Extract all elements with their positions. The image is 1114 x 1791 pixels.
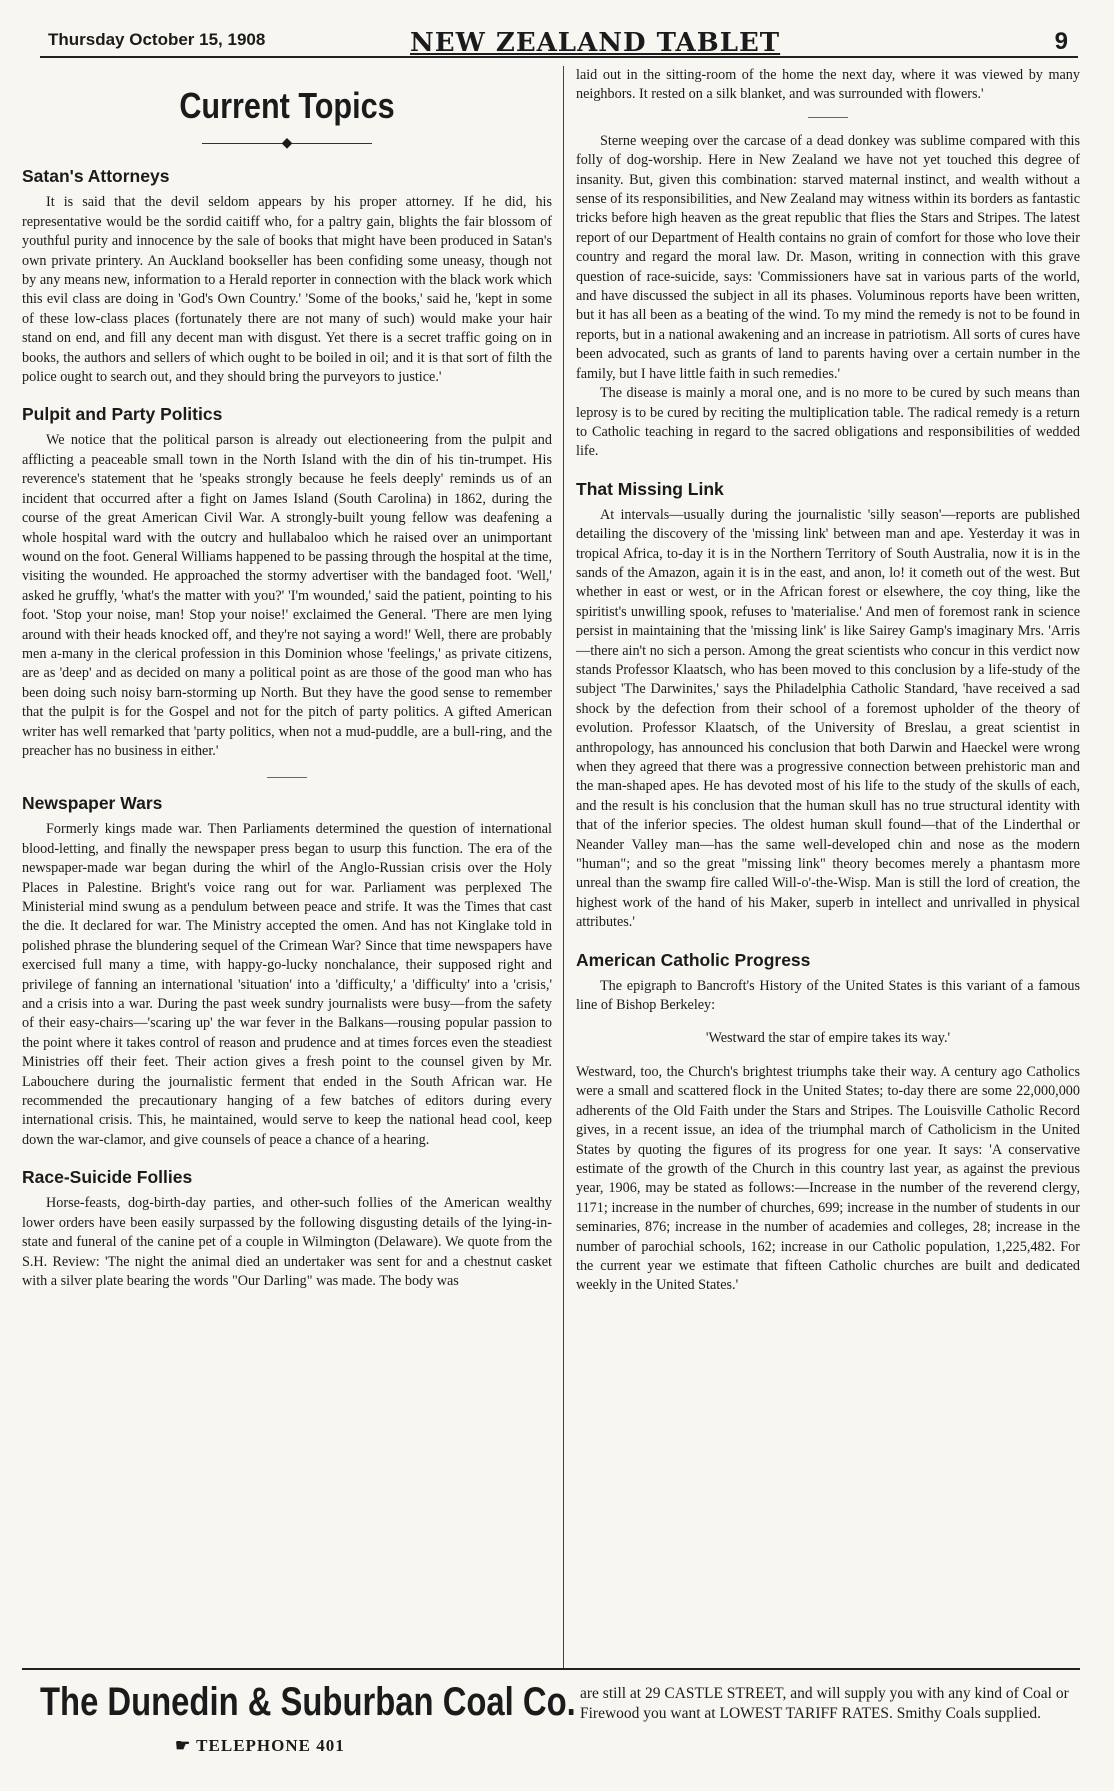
article-paragraph: We notice that the political parson is already out electioneering from the pulpit and afflicting a peaceable small town in the North Island with the din of his tin-trumpet. His reverence's statement that he 'speaks strongly because he feels deeply' reminds us of an incident that occurred after a fight on James Island (South Carolina) in 1862, during the course of the great American Civil War. A strongly-built young fellow was deafening a whole hospital ward with the outcry and hullabaloo which he raised over an unimportant wound on the foot. General Williams happened to be passing through the hospital at the time, visiting the wounded. He approached the stormy advertiser with the bandaged foot. 'Well,' asked he gruffly, 'what's the matter with you?' 'I'm wounded,' said the patient, pointing to his foot. 'Stop your noise, man! Stop your noise!' exclaimed the General. 'There are men lying around with their heads knocked off, and they're not saying a word!' Well, there are probably men a-many in the clerical profession in this Dominion whose 'feelings,' as private citizens, are as 'deep' and as decided on many a political point as are those of the good man who has been doing such noisy barn-storming up North. But they have the good sense to remember that the pulpit is for the Gospel and not for the pitch of party politics. A gifted American writer has well remarked that 'party politics, when not a mud-puddle, are a bull-ring, and the preacher has no business in either.' xyxy=(22,432,552,759)
page-number: 9 xyxy=(1054,28,1068,55)
column-divider xyxy=(563,66,564,1668)
article-paragraph: laid out in the sitting-room of the home the next day, where it was viewed by many neighbors. It rested on a silk blanket, and was surrounded with flowers.' xyxy=(576,67,1080,103)
section-separator xyxy=(808,117,848,118)
epigraph-quote: 'Westward the star of empire takes its way.' xyxy=(705,1030,951,1047)
article-paragraph: The epigraph to Bancroft's History of the United States is this variant of a famous line of Bishop Berkeley: xyxy=(576,977,1080,1014)
article-heading: Race-Suicide Follies xyxy=(22,1167,193,1188)
title-ornament xyxy=(22,134,552,153)
right-column xyxy=(576,66,1080,1312)
section-separator xyxy=(267,777,307,778)
masthead: NEW ZEALAND TABLET xyxy=(410,28,781,58)
advertisement-text: are still at 29 CASTLE STREET, and will supply you with any kind of Coal or Firewood you want at LOWEST TARIFF RATES. Smithy Coals supplied. xyxy=(580,1685,1069,1722)
advertisement-telephone: ☛ TELEPHONE 401 xyxy=(175,1736,345,1755)
article-heading: American Catholic Progress xyxy=(576,949,811,970)
article-heading: That Missing Link xyxy=(576,478,724,499)
article-paragraph: It is said that the devil seldom appears by his proper attorney. If he did, his representative would be the sordid caitiff who, for a paltry gain, blights the fair blossom of youthful purity and innocence by the sale of books that might have been produced in Satan's own private printery. An Auckland bookseller has been confiding some uneasy, though not by any means new, information to a Herald reporter in connection with the black work which this evil class are doing in 'God's Own Country.' 'Some of the books,' said he, 'kept in some of these low-class places (fortunately there are not many of such) would make your hair stand on end, and fill any decent man with disgust. Yet there is a secret traffic going on in books, the authors and sellers of which ought to be boiled in oil; and it is that sort of filth the police ought to search out, and they should bring the purveyors to justice.' xyxy=(22,194,552,386)
issue-date: Thursday October 15, 1908 xyxy=(48,30,266,49)
footer-rule xyxy=(22,1668,1080,1670)
diamond-icon: ◆ xyxy=(281,136,293,151)
left-column xyxy=(22,66,552,1307)
advertisement-company: The Dunedin & Suburban Coal Co. xyxy=(40,1680,576,1724)
article-that-missing-link xyxy=(576,478,1080,933)
page-header xyxy=(40,28,1078,58)
article-newspaper-wars xyxy=(22,792,552,1150)
article-satans-attorneys xyxy=(22,165,552,387)
page-title: Current Topics xyxy=(179,85,395,126)
article-paragraph: Formerly kings made war. Then Parliaments determined the question of international blood-letting, and finally the newspaper press began to usurp this function. The era of the newspaper-made war began during the whirl of the Anglo-Russian crisis over the Holy Places in Palestine. Bright's voice rang out for war. Parliament was perplexed The Ministerial mind swung as a pendulum between peace and strife. It was the Times that cast the die. It declared for war. The Ministry accepted the omen. And has not Kinglake told in polished phrase the blundering sequel of the Crimean War? Since that time newspapers have exercised full many a time, with happy-go-lucky nonchalance, their supposed right and privilege of fanning an international 'situation' into a 'difficulty,' a 'difficulty' into a 'crisis,' and a crisis into a war. During the past week sundry journalists were busy—from the safety of their easy-chairs—'scaring up' the war fever in the Balkans—rousing popular passion to the point where it takes control of reason and prudence and at times forces even the steadiest Ministries off their feet. Their action gives a fresh point to the counsel given by Mr. Labouchere during the journalistic ferment that ended in the South African war. He recommended the precautionary hanging of a few batches of editors during every international crisis. This, he maintained, would serve to keep the national head cool, keep down the war-clamor, and give counsels of peace a chance of a hearing. xyxy=(22,821,552,1148)
article-pulpit-party-politics xyxy=(22,403,552,761)
article-heading: Satan's Attorneys xyxy=(22,166,170,187)
article-race-suicide-follies xyxy=(22,1166,552,1291)
article-paragraph: Westward, too, the Church's brightest triumphs take their way. A century ago Catholics were a small and scattered flock in the United States; to-day there are some 22,000,000 adherents of the Old Faith under the Stars and Stripes. The Louisville Catholic Record gives, in a recent issue, an idea of the triumphal march of Catholicism in the United States by quoting the figures of its progress for one year. It says: 'A conservative estimate of the growth of the Church in this country last year, as against the previous year, 1906, may be stated as follows:—Increase in the number of the reverend clergy, 1171; increase in the number of churches, 699; increase in the number of students in our seminaries, 876; increase in the number of academies and colleges, 28; increase in the number of parochial schools, 162; increase in our Catholic population, 1,225,482. For the current year we estimate that fifteen Catholic churches are built and dedicated weekly in the United States.' xyxy=(576,1063,1080,1294)
article-american-catholic-progress xyxy=(576,949,1080,1296)
article-heading: Newspaper Wars xyxy=(22,793,163,814)
article-paragraph: Horse-feasts, dog-birth-day parties, and other-such follies of the American wealthy lower orders have been easily surpassed by the following disgusting details of the lying-in-state and funeral of the canine pet of a couple in Wilmington (Delaware). We quote from the S.H. Review: 'The night the animal died an undertaker was sent for and a chestnut casket with a silver plate bearing the words "Our Darling" was made. The body was xyxy=(22,1195,552,1289)
article-paragraph: Sterne weeping over the carcase of a dead donkey was sublime compared with this folly of dog-worship. Here in New Zealand we have not yet touched this degree of insanity. But, given this combination: starved maternal instinct, and wealth without a sense of its responsibilities, and New Zealand may witness within its borders as fantastic tricks before high heaven as the great republic that flies the Stars and Stripes. The latest report of our Department of Health contains no grain of comfort for those who love their country and regard the moral law. Dr. Mason, writing in connection with this grave question of race-suicide, says: 'Commissioners have sat in various parts of the world, and have discussed the subject in all its phases. Voluminous reports have been written, but it has all been as a beating of the wind. To my mind the remedy is not to be found in reports, but in a national awakening and an increase in patriotism. All sorts of cures have been advocated, such as grants of land to parents having over a certain number in the family, but I have little faith in such remedies.' xyxy=(576,132,1080,382)
article-heading: Pulpit and Party Politics xyxy=(22,404,223,425)
article-paragraph: At intervals—usually during the journalistic 'silly season'—reports are published detailing the discovery of the 'missing link' between man and ape. Yesterday it was in tropical Africa, to-day it is in the Northern Territory of South Australia, now it is in the sands of the Amazon, again it is in the east, and anon, lo! it cometh out of the west. But whether in east or west, or in the African forest or elsewhere, the coy thing, like the spiritist's unwilling spook, refuses to 'materialise.' And men of foremost rank in science persist in maintaining that the 'missing link' is like Sairey Gamp's imaginary Mrs. 'Arris—there ain't no sich a person. Among the great scientists who concur in this verdict now stands Professor Klaatsch, who has been moved to this conclusion by a life-study of the subject 'The Darwinites,' says the Philadelphia Catholic Standard, 'have received a sad shock by the defection from their school of a foremost upholder of the theory of evolution. Professor Klaatsch, of the University of Breslau, a great scientist in anthropology, has announced his conclusion that both Darwin and Haeckel were wrong when they agreed that there was a progressive connection between prehistoric man and the man-shaped apes. He has devoted most of his life to the study of the skulls of each, and the result is his conclusion that the human skull has no true structural identity with that of the inferior species. The oldest human skull found—that of the Linderthal or Neander Valley man—has the same well-developed chin and nose as the modern "human"; and so the great "missing link" theory becomes merely a phantasm more unreal than the swamp fire called Will-o'-the-Wisp. Man is still the lord of creation, the highest work of the hand of his Maker, superb in intellect and unrivalled in physical attributes.' xyxy=(576,506,1080,931)
article-paragraph: The disease is mainly a moral one, and is no more to be cured by such means than leprosy is to be cured by reciting the multiplication table. The radical remedy is a return to Catholic teaching in regard to the sacred obligations and responsibilities of wedded life. xyxy=(576,385,1080,460)
